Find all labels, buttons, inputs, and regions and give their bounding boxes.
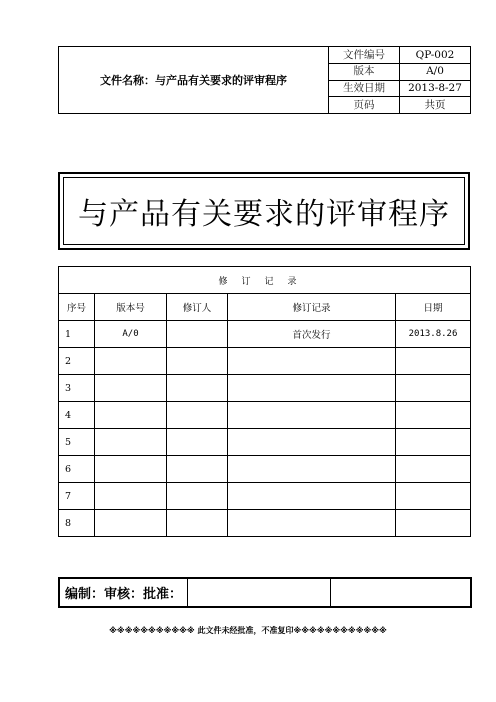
row-version (95, 510, 167, 537)
field-value-page: 共页 (400, 97, 471, 114)
row-version (95, 402, 167, 429)
table-row (59, 483, 471, 510)
row-date (396, 348, 471, 375)
field-value-doc-number: QP-002 (400, 47, 471, 64)
row-date (396, 375, 471, 402)
row-version (95, 375, 167, 402)
column-header-no: 序号 (59, 294, 95, 321)
table-row (59, 321, 471, 348)
row-number: 4 (59, 402, 95, 429)
row-reviser (167, 510, 228, 537)
field-value-effective-date: 2013-8-27 (400, 80, 471, 97)
column-header-version: 版本号 (95, 294, 167, 321)
row-number: 8 (59, 510, 95, 537)
signoff-field-right (330, 578, 471, 607)
row-version (95, 348, 167, 375)
row-number: 1 (59, 321, 95, 348)
table-row (59, 375, 471, 402)
field-value-version: A/0 (400, 63, 471, 80)
column-header-date: 日期 (396, 294, 471, 321)
title-frame (58, 172, 470, 250)
row-number: 7 (59, 483, 95, 510)
table-row (59, 456, 471, 483)
row-record (228, 402, 396, 429)
row-date (396, 510, 471, 537)
row-version (95, 483, 167, 510)
document-name-text: 文件名称：与产品有关要求的评审程序 (100, 73, 287, 87)
document-title: 与产品有关要求的评审程序 (78, 197, 450, 232)
field-key-version: 版本 (329, 63, 400, 80)
signoff-table (58, 577, 472, 608)
copy-restriction-notice: ※※※※※※※※※※※ 此文件未经批准，不准复印※※※※※※※※※※※※ (109, 626, 387, 635)
row-reviser (167, 456, 228, 483)
row-number: 3 (59, 375, 95, 402)
row-record: 首次发行 (228, 321, 396, 348)
row-reviser (167, 348, 228, 375)
signoff-field-middle (187, 578, 330, 607)
row-date: 2013.8.26 (396, 321, 471, 348)
row-record (228, 510, 396, 537)
row-version (95, 429, 167, 456)
row-date (396, 456, 471, 483)
row-version: A/0 (95, 321, 167, 348)
row-record (228, 456, 396, 483)
signoff-label: 编制：审核：批准： (59, 578, 187, 607)
row-date (396, 429, 471, 456)
table-row (59, 429, 471, 456)
column-header-record: 修订记录 (228, 294, 396, 321)
row-record (228, 429, 396, 456)
revision-table-caption: 修订记录 (59, 267, 471, 294)
table-row (59, 348, 471, 375)
row-date (396, 483, 471, 510)
row-reviser (167, 483, 228, 510)
title-inner-frame (63, 177, 465, 245)
row-reviser (167, 321, 228, 348)
row-reviser (167, 402, 228, 429)
row-record (228, 375, 396, 402)
row-reviser (167, 375, 228, 402)
row-record (228, 348, 396, 375)
row-record (228, 483, 396, 510)
field-key-effective-date: 生效日期 (329, 80, 400, 97)
row-reviser (167, 429, 228, 456)
column-header-reviser: 修订人 (167, 294, 228, 321)
row-number: 2 (59, 348, 95, 375)
row-number: 5 (59, 429, 95, 456)
table-row (59, 402, 471, 429)
revision-table (58, 266, 471, 537)
document-name (59, 47, 329, 114)
table-row (59, 510, 471, 537)
row-number: 6 (59, 456, 95, 483)
document-header-table (58, 46, 471, 114)
row-date (396, 402, 471, 429)
field-key-doc-number: 文件编号 (329, 47, 400, 64)
field-key-page: 页码 (329, 97, 400, 114)
row-version (95, 456, 167, 483)
